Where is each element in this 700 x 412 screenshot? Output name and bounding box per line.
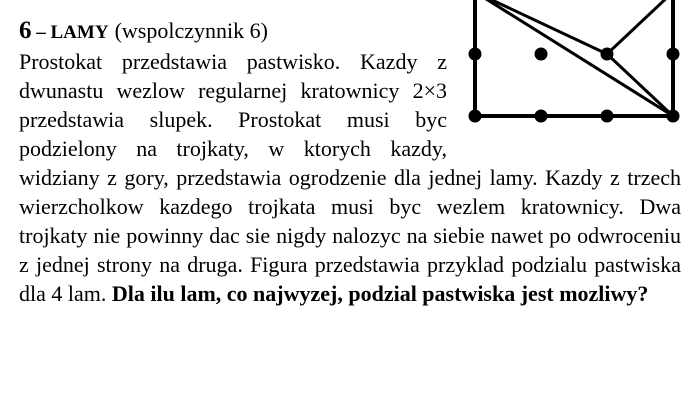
- lattice-node: [667, 110, 680, 123]
- problem-coefficient: (wspolczynnik 6): [114, 18, 268, 43]
- problem-number: 6: [19, 17, 32, 44]
- fence-to-center: [475, 0, 607, 54]
- problem-dash: –: [31, 22, 51, 43]
- lattice-nodes: [469, 0, 680, 123]
- fence-center-bottom: [607, 54, 673, 116]
- lattice-node: [535, 110, 548, 123]
- problem-statement: [19, 16, 681, 308]
- pasture-figure: [459, 0, 691, 136]
- lattice-node: [601, 110, 614, 123]
- fence-center-top: [607, 0, 673, 54]
- lattice-node: [469, 48, 482, 61]
- lattice-node: [667, 48, 680, 61]
- problem-heading: [19, 16, 439, 47]
- problem-body: Prostokat przedstawia pastwisko. Kazdy z dwunastu wezlow regularnej kratownicy 2×3 przedstawia slupek. Prostokat musi byc podzielony na trojkaty, w ktorych kazdy, widziany z gory, przedstawia ogrodzenie dla jednej lamy. Kazdy z trzech wierzcholkow kazdego trojkata musi byc wezlem kratownicy. Dwa trojkaty nie powinny dac sie nigdy nalozyc na siebie nawet po odwroceniu z jednej strony na druga. Figura przedstawia przyklad podzialu pastwiska dla 4 lam.: [19, 49, 681, 306]
- problem-title: LAMY: [50, 22, 109, 43]
- lattice-node: [601, 48, 614, 61]
- lattice-node: [535, 48, 548, 61]
- problem-question: Dla ilu lam, co najwyzej, podzial pastwiska jest mozliwy?: [111, 281, 649, 306]
- fence-diagonal: [475, 0, 673, 116]
- lattice-diagram: [459, 0, 691, 136]
- lattice-node: [469, 110, 482, 123]
